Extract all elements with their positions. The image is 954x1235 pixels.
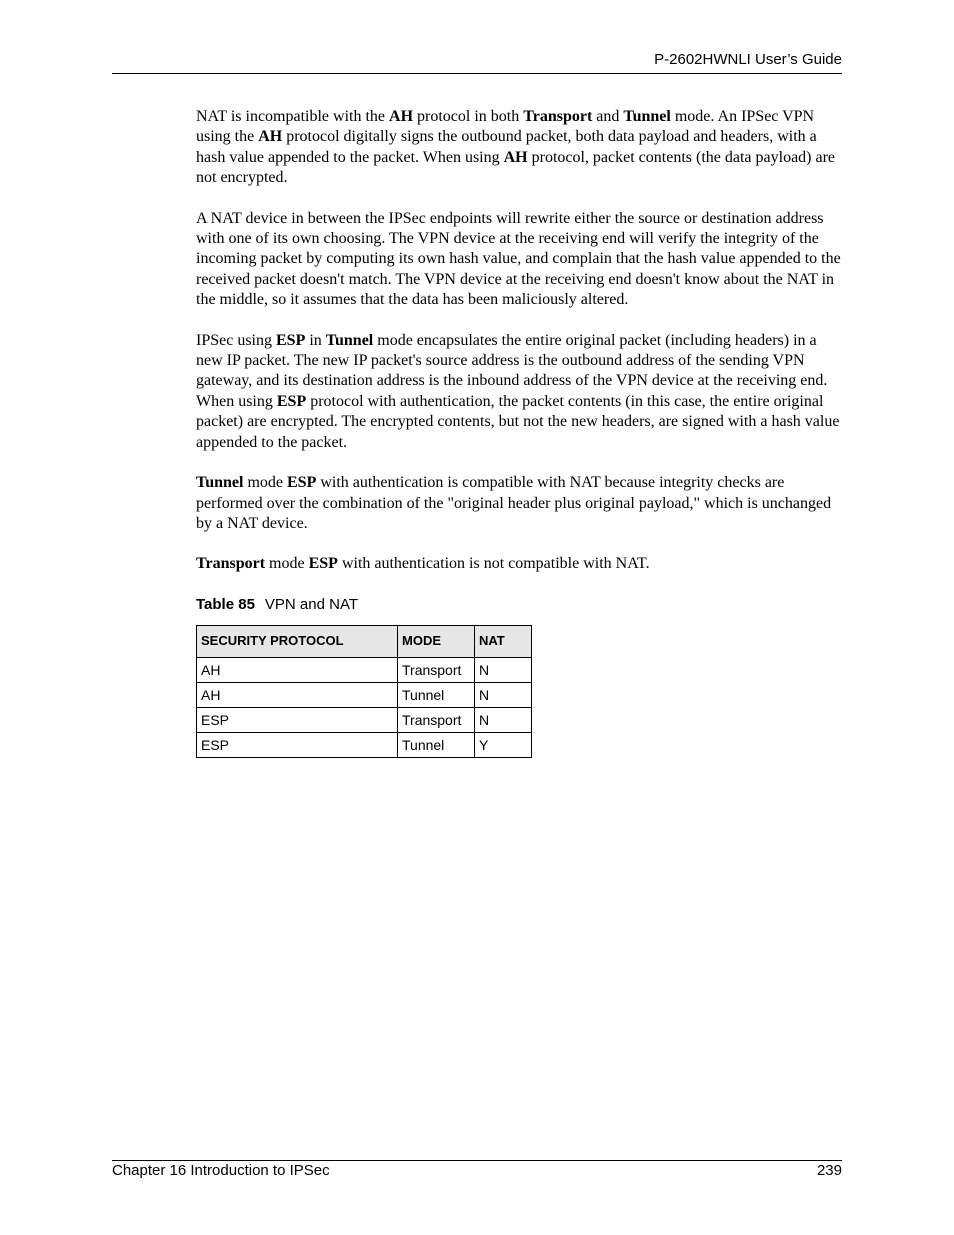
body-content — [196, 107, 842, 758]
table-caption — [196, 595, 842, 615]
column-header-security-protocol: SECURITY PROTOCOL — [197, 626, 398, 658]
cell-mode: Tunnel — [398, 733, 475, 758]
cell-protocol: ESP — [197, 733, 398, 758]
cell-nat: N — [475, 683, 532, 708]
paragraph-nat-ah: NAT is incompatible with the AH protocol in both Transport and Tunnel mode. An IPSec VPN using the AH protocol digitally signs the outbound packet, both data payload and headers, with a hash value appended to the packet. When using AH protocol, packet contents (the data payload) are not encrypted. — [196, 108, 836, 187]
vpn-nat-table — [196, 625, 532, 758]
table-row — [197, 733, 532, 758]
column-header-nat: NAT — [475, 626, 532, 658]
page-number: 239 — [816, 1162, 842, 1179]
cell-mode: Transport — [398, 658, 475, 683]
table-title: VPN and NAT — [264, 595, 359, 613]
cell-protocol: ESP — [197, 708, 398, 733]
cell-protocol: AH — [197, 683, 398, 708]
table-row — [197, 683, 532, 708]
cell-mode: Transport — [398, 708, 475, 733]
cell-nat: N — [475, 658, 532, 683]
table-row — [197, 708, 532, 733]
table-row — [197, 658, 532, 683]
cell-nat: Y — [475, 733, 532, 758]
document-title: P-2602HWNLI User’s Guide — [654, 51, 842, 68]
table-number: Table 85 — [196, 595, 255, 613]
paragraph-nat-device: A NAT device in between the IPSec endpoints will rewrite either the source or destination address with one of its own choosing. The VPN device at the receiving end will verify the integrity of the incoming packet by computing its own hash value, and complain that the hash value appended to the received packet doesn't match. The VPN device at the receiving end doesn't know about the NAT in the middle, so it assumes that the data has been maliciously altered. — [196, 209, 841, 309]
paragraph-transport-incompatible: Transport mode ESP with authentication is not compatible with NAT. — [196, 555, 650, 573]
header-divider — [112, 73, 842, 74]
footer-chapter: Chapter 16 Introduction to IPSec — [112, 1162, 330, 1179]
paragraph-esp-tunnel: IPSec using ESP in Tunnel mode encapsulates the entire original packet (including headers) in a new IP packet. The new IP packet's source address is the outbound address of the sending VPN gateway, and its destination address is the inbound address of the VPN device at the receiving end. When using ESP protocol with authentication, the packet contents (in this case, the entire original packet) are encrypted. The encrypted contents, but not the new headers, are signed with a hash value appended to the packet. — [196, 331, 840, 451]
cell-protocol: AH — [197, 658, 398, 683]
cell-nat: N — [475, 708, 532, 733]
table-header-row — [197, 626, 532, 658]
cell-mode: Tunnel — [398, 683, 475, 708]
paragraph-tunnel-compatible: Tunnel mode ESP with authentication is compatible with NAT because integrity checks are performed over the combination of the "original header plus original payload," which is unchanged by a NAT device. — [196, 474, 832, 532]
column-header-mode: MODE — [398, 626, 475, 658]
footer-divider — [112, 1160, 842, 1161]
